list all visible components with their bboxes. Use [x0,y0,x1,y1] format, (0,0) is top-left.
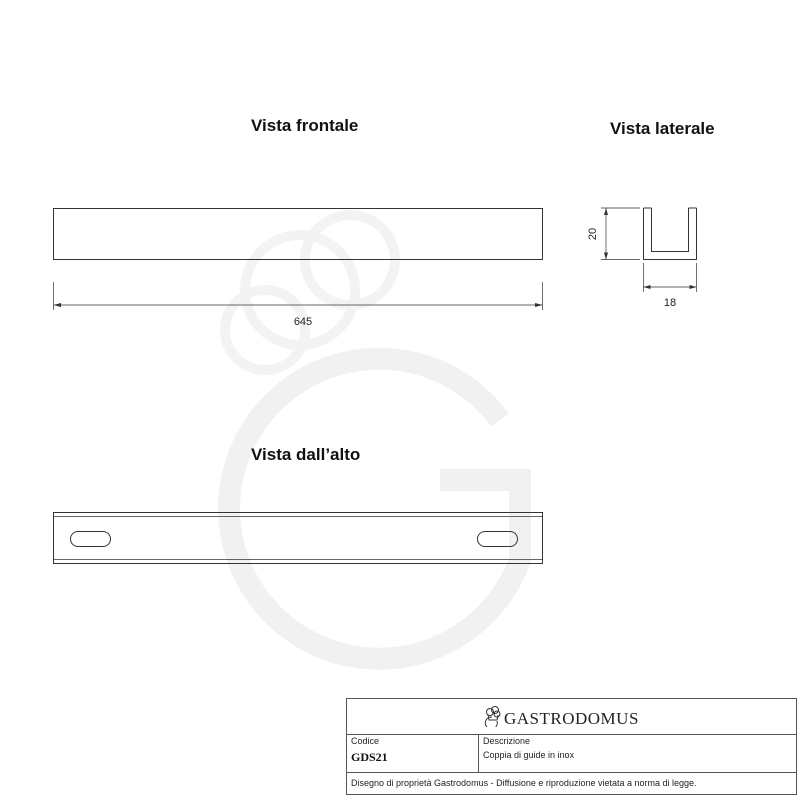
dim-length-arrow-right [535,303,543,307]
u-profile-inner [652,208,689,252]
top-view-title: Vista dall’alto [251,445,361,464]
front-view-rail [54,209,543,260]
dim-length-label: 645 [293,316,313,328]
code-label: Codice [351,736,380,746]
code-cell [347,734,479,772]
dim-height-arrow-bottom [604,253,608,260]
side-view [601,208,697,292]
title-block-logo-row [347,699,796,735]
ownership-notice: Disegno di proprietà Gastrodomus - Diffusione e riproduzione vietata a norma di legge. [351,778,697,788]
code-value: GDS21 [351,750,388,764]
title-block [346,698,797,795]
dim-height-arrow-top [604,208,608,215]
front-view-title: Vista frontale [251,116,359,135]
side-view-title: Vista laterale [610,119,715,138]
brand-name: GASTRODOMUS [504,709,639,728]
dim-width-arrow-left [644,285,651,289]
top-view [54,513,543,564]
slot-hole-left [71,532,111,547]
dim-length-arrow-left [54,303,62,307]
description-label: Descrizione [483,736,531,746]
dim-width-arrow-right [690,285,697,289]
front-view [54,209,543,311]
chef-hat-icon [484,705,502,727]
slot-hole-right [478,532,518,547]
dim-height-label: 20 [587,227,599,241]
title-block-info-row [347,734,796,773]
description-cell [479,734,796,772]
dim-width-label: 18 [663,297,677,309]
top-view-rail [54,513,543,564]
brand-logo [484,705,639,727]
description-value: Coppia di guide in inox [483,750,575,760]
